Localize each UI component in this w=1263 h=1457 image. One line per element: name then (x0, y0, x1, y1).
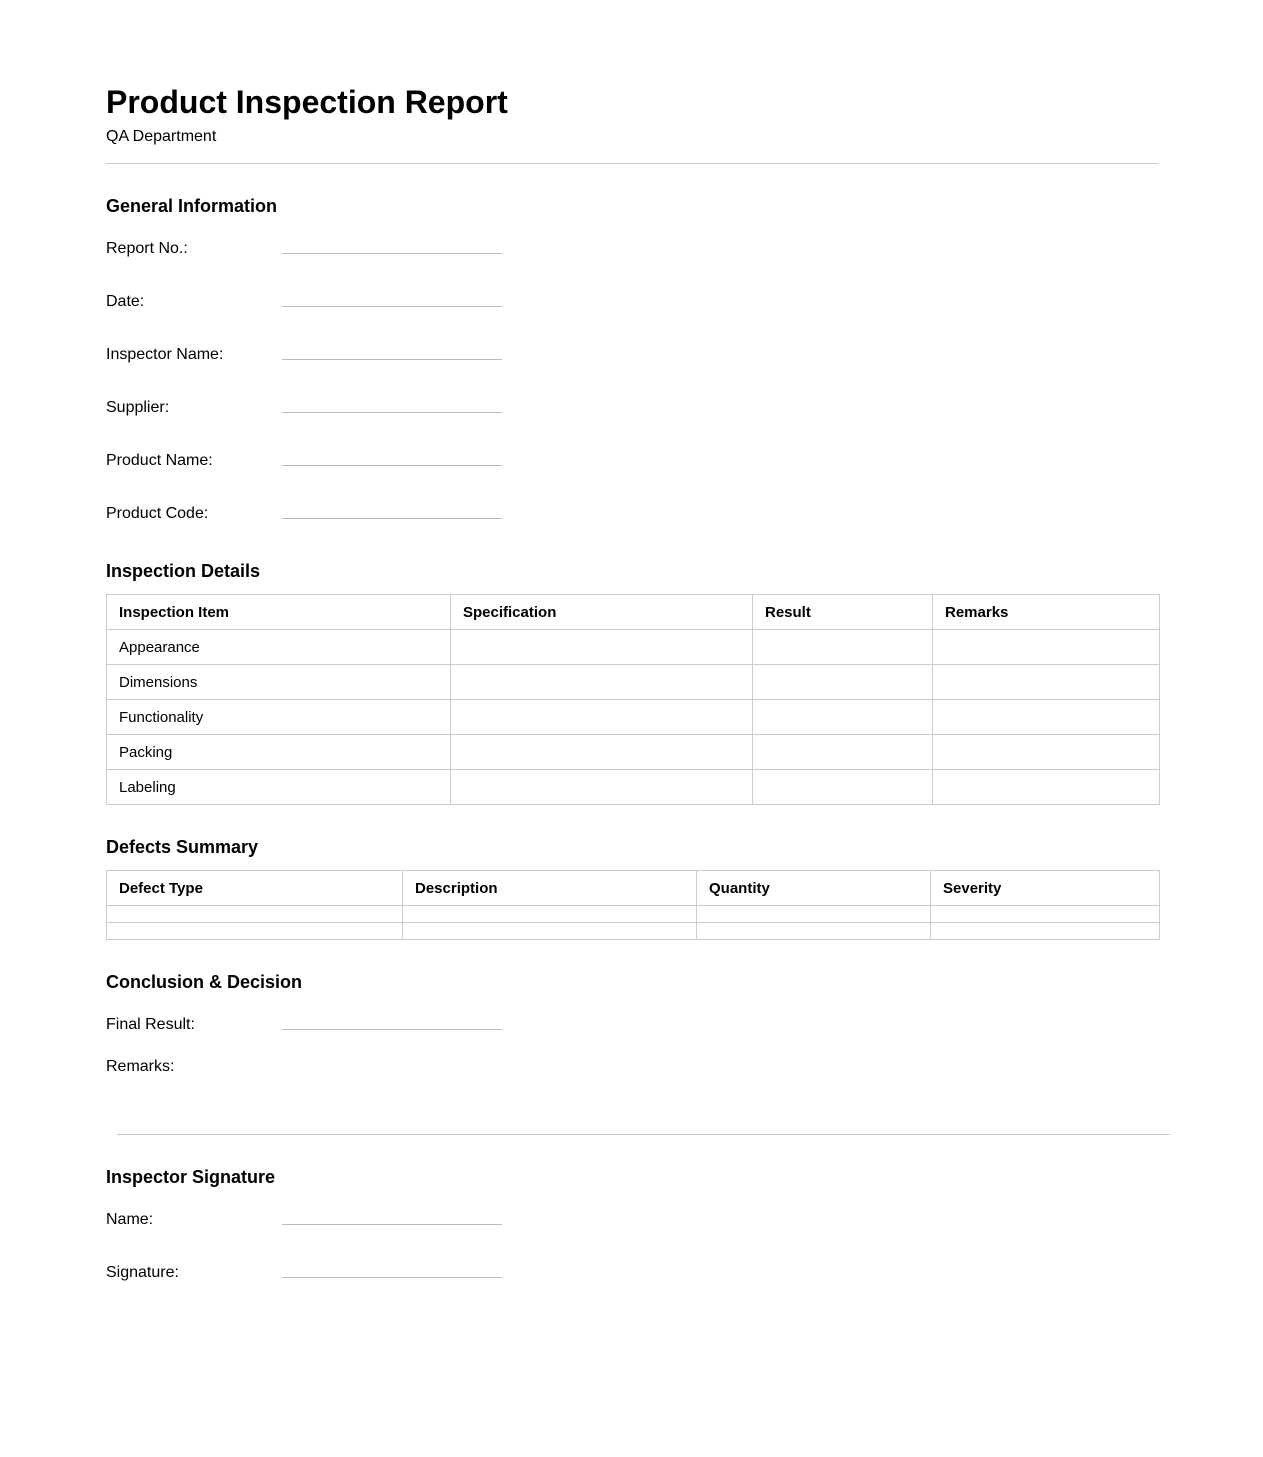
table-row (107, 906, 1160, 923)
inspector-name-input-line[interactable] (282, 359, 502, 360)
table-row (107, 630, 1160, 665)
field-label: Product Code: (106, 505, 209, 522)
field-supplier (106, 398, 606, 422)
field-date (106, 292, 606, 316)
item-cell: Appearance (107, 630, 451, 665)
field-signature (106, 1263, 606, 1287)
column-header: Description (403, 871, 697, 906)
table-header-row (107, 871, 1160, 906)
severity-cell[interactable] (931, 923, 1160, 940)
page-title: Product Inspection Report (106, 84, 508, 120)
result-cell[interactable] (753, 700, 933, 735)
field-product-name (106, 451, 606, 475)
table-row (107, 665, 1160, 700)
quantity-cell[interactable] (697, 923, 931, 940)
date-input-line[interactable] (282, 306, 502, 307)
table-row (107, 770, 1160, 805)
remarks-cell[interactable] (933, 665, 1160, 700)
field-label: Signature: (106, 1264, 179, 1281)
section-heading-defects: Defects Summary (106, 837, 259, 857)
field-label: Supplier: (106, 399, 170, 416)
result-cell[interactable] (753, 630, 933, 665)
field-report-no (106, 239, 606, 263)
section-heading-signature: Inspector Signature (106, 1167, 276, 1187)
product-name-input-line[interactable] (282, 465, 502, 466)
field-label: Inspector Name: (106, 346, 224, 363)
field-label: Report No.: (106, 240, 188, 257)
field-label: Product Name: (106, 452, 213, 469)
field-label: Name: (106, 1211, 154, 1228)
section-heading-conclusion: Conclusion & Decision (106, 972, 303, 992)
column-header: Quantity (697, 871, 931, 906)
description-cell[interactable] (403, 923, 697, 940)
supplier-input-line[interactable] (282, 412, 502, 413)
specification-cell[interactable] (451, 665, 753, 700)
remarks-cell[interactable] (933, 700, 1160, 735)
column-header: Inspection Item (107, 595, 451, 630)
table-header-row (107, 595, 1160, 630)
signature-input-line[interactable] (282, 1277, 502, 1278)
department-subtitle: QA Department (106, 128, 217, 145)
specification-cell[interactable] (451, 630, 753, 665)
column-header: Result (753, 595, 933, 630)
signature-divider (117, 1134, 1170, 1135)
description-cell[interactable] (403, 906, 697, 923)
field-inspector-name (106, 345, 606, 369)
section-heading-general: General Information (106, 196, 278, 216)
defect-type-cell[interactable] (107, 906, 403, 923)
column-header: Severity (931, 871, 1160, 906)
defect-type-cell[interactable] (107, 923, 403, 940)
remarks-cell[interactable] (933, 770, 1160, 805)
table-row (107, 735, 1160, 770)
defects-summary-table (106, 870, 1160, 940)
item-cell: Labeling (107, 770, 451, 805)
specification-cell[interactable] (451, 770, 753, 805)
item-cell: Dimensions (107, 665, 451, 700)
item-cell: Packing (107, 735, 451, 770)
remarks-cell[interactable] (933, 630, 1160, 665)
table-row (107, 700, 1160, 735)
specification-cell[interactable] (451, 735, 753, 770)
name-input-line[interactable] (282, 1224, 502, 1225)
field-label: Date: (106, 293, 145, 310)
field-signature-name (106, 1210, 606, 1234)
field-product-code (106, 504, 606, 528)
header-divider (106, 163, 1158, 164)
inspection-details-table (106, 594, 1160, 805)
product-code-input-line[interactable] (282, 518, 502, 519)
quantity-cell[interactable] (697, 906, 931, 923)
report-no-input-line[interactable] (282, 253, 502, 254)
result-cell[interactable] (753, 770, 933, 805)
column-header: Specification (451, 595, 753, 630)
field-label: Remarks: (106, 1058, 175, 1075)
final-result-input-line[interactable] (282, 1029, 502, 1030)
section-heading-inspection: Inspection Details (106, 561, 261, 581)
table-row (107, 923, 1160, 940)
severity-cell[interactable] (931, 906, 1160, 923)
result-cell[interactable] (753, 665, 933, 700)
remarks-cell[interactable] (933, 735, 1160, 770)
specification-cell[interactable] (451, 700, 753, 735)
field-final-result (106, 1015, 606, 1039)
field-label: Final Result: (106, 1016, 195, 1033)
result-cell[interactable] (753, 735, 933, 770)
column-header: Remarks (933, 595, 1160, 630)
field-remarks (106, 1057, 606, 1081)
item-cell: Functionality (107, 700, 451, 735)
column-header: Defect Type (107, 871, 403, 906)
